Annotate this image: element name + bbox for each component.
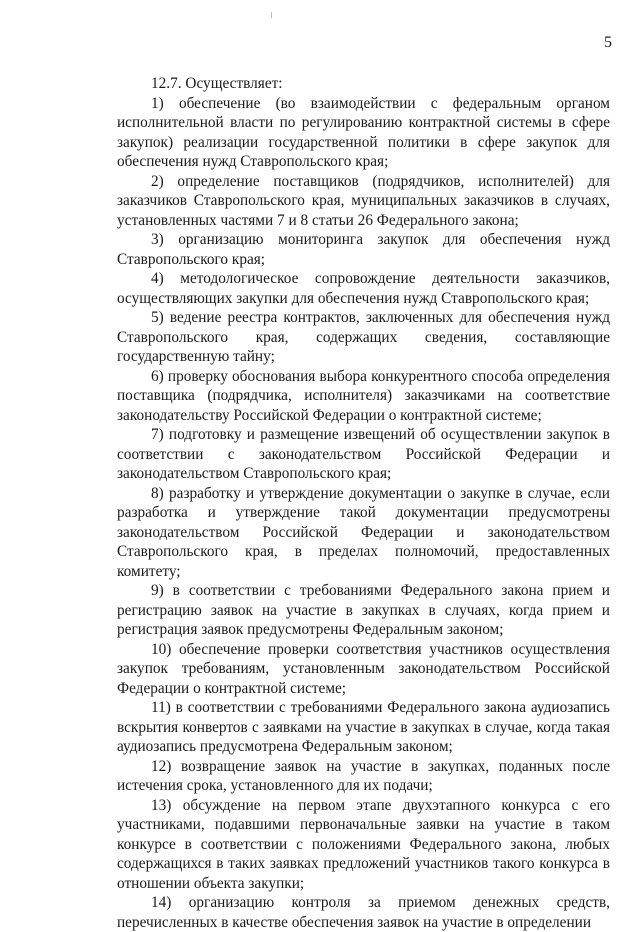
list-item: 6) проверку обоснования выбора конкурентного способа определения поставщика (подрядчика, исполнителя) заказчиками на соответствие законодательству Российской Федерации о контрактной системе; [117,367,610,424]
list-item: 1) обеспечение (во взаимодействии с федеральным органом исполнительной власти по регулированию контрактной системы в сфере закупок) реализации государственной политики в сфере закупок для обеспечения нужд Ставропольского края; [117,94,610,170]
list-item: 9) в соответствии с требованиями Федерального закона прием и регистрацию заявок на участие в закупках в случаях, когда прием и регистрация заявок предусмотрены Федеральным законом; [117,582,610,638]
list-item: 10) обеспечение проверки соответствия участников осуществления закупок требованиям, установленным законодательством Российской Федерации о контрактной системе; [117,640,610,697]
document-body [117,74,610,932]
list-item: 8) разработку и утверждение документации о закупке в случае, если разработка и утверждение такой документации предусмотрены законодательством Российской Федерации и законодательством Ставропольского края, в пределах полномочий, предоставленных комитету; [117,484,610,580]
list-item: 14) организацию контроля за приемом денежных средств, перечисленных в качестве обеспечения заявок на участие в определении [117,894,610,931]
page-number: 5 [604,34,612,51]
list-item: 5) ведение реестра контрактов, заключенных для обеспечения нужд Ставропольского края, содержащих сведения, составляющие государственную тайну; [117,309,610,365]
list-item: 12) возвращение заявок на участие в закупках, поданных после истечения срока, установленного для их подачи; [117,757,610,794]
list-item: 2) определение поставщиков (подрядчиков, исполнителей) для заказчиков Ставропольского края, муниципальных заказчиков в случаях, установленных частями 7 и 8 статьи 26 Федерального закона; [117,172,610,229]
scan-mark [271,12,272,18]
list-item: 11) в соответствии с требованиями Федерального закона аудиозапись вскрытия конвертов с заявками на участие в закупках в случае, когда такая аудиозапись предусмотрена Федеральным законом; [117,699,610,755]
list-item: 4) методологическое сопровождение деятельности заказчиков, осуществляющих закупки для обеспечения нужд Ставропольского края; [117,270,610,307]
section-heading: 12.7. Осуществляет: [151,75,283,92]
list-item: 3) организацию мониторинга закупок для обеспечения нужд Ставропольского края; [117,231,610,268]
list-item: 7) подготовку и размещение извещений об осуществлении закупок в соответствии с законодательством Российской Федерации и законодательством Ставропольского края; [117,426,610,482]
list-item: 13) обсуждение на первом этапе двухэтапного конкурса с его участниками, подавшими первоначальные заявки на участие в таком конкурсе в соответствии с положениями Федерального закона, любых содержащихся в таких заявках предложений участников такого конкурса в отношении объекта закупки; [117,796,610,892]
